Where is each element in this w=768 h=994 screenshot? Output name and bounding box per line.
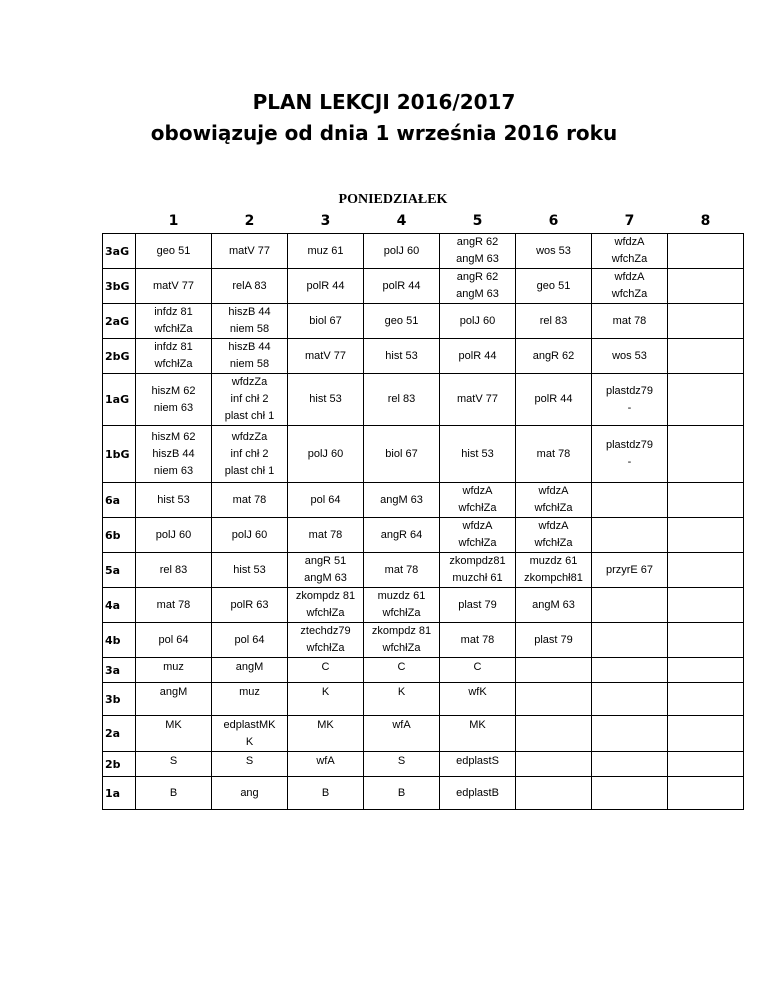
lesson-cell: muz [212,683,288,716]
period-header-row [103,209,744,234]
lesson-cell: hist 53 [212,553,288,588]
lesson-cell: mat 78 [516,426,592,483]
lesson-cell: pol 64 [212,623,288,658]
lesson-cell [592,588,668,623]
lesson-cell [668,623,744,658]
lesson-cell: rel 83 [136,553,212,588]
lesson-cell: S [364,752,440,777]
timetable-row [103,269,744,304]
lesson-cell: mat 78 [440,623,516,658]
lesson-cell: polR 44 [516,374,592,426]
lesson-cell: wos 53 [592,339,668,374]
period-header: 7 [624,213,635,229]
class-label: 6a [103,483,136,518]
lesson-cell: angM 63 [516,588,592,623]
corner-cell [103,209,136,234]
lesson-cell [668,374,744,426]
timetable-row [103,374,744,426]
class-label: 1bG [103,426,136,483]
lesson-cell: edplastMK K [212,716,288,752]
lesson-cell [592,752,668,777]
period-header: 5 [472,213,483,229]
lesson-cell [668,777,744,810]
lesson-cell: polJ 60 [440,304,516,339]
lesson-cell: polJ 60 [212,518,288,553]
lesson-cell: wfA [288,752,364,777]
lesson-cell [592,658,668,683]
lesson-cell: rel 83 [364,374,440,426]
lesson-cell: ztechdz79 wfchłZa [288,623,364,658]
lesson-cell: B [136,777,212,810]
class-label: 1aG [103,374,136,426]
lesson-cell: angR 51 angM 63 [288,553,364,588]
lesson-cell: hiszM 62 hiszB 44 niem 63 [136,426,212,483]
lesson-cell [592,777,668,810]
lesson-cell: polR 44 [440,339,516,374]
page-subtitle: obowiązuje od dnia 1 września 2016 roku [150,121,618,145]
lesson-cell: mat 78 [288,518,364,553]
lesson-cell: polR 44 [364,269,440,304]
class-label: 3aG [103,234,136,269]
lesson-cell: pol 64 [288,483,364,518]
timetable-row [103,518,744,553]
lesson-cell: hist 53 [288,374,364,426]
lesson-cell: ang [212,777,288,810]
timetable-row [103,426,744,483]
class-label: 3b [103,683,136,716]
lesson-cell: hiszM 62 niem 63 [136,374,212,426]
lesson-cell [668,269,744,304]
timetable-row [103,483,744,518]
class-label: 2b [103,752,136,777]
lesson-cell: matV 77 [212,234,288,269]
lesson-cell [668,658,744,683]
lesson-cell [592,683,668,716]
lesson-cell [516,777,592,810]
lesson-cell: pol 64 [136,623,212,658]
timetable [102,209,768,810]
lesson-cell [668,716,744,752]
lesson-cell: muzdz 61 wfchłZa [364,588,440,623]
class-label: 2a [103,716,136,752]
lesson-cell: wfdzA wfchłZa [440,518,516,553]
lesson-cell: angR 62 angM 63 [440,269,516,304]
lesson-cell: infdz 81 wfchłZa [136,339,212,374]
lesson-cell [668,304,744,339]
lesson-cell: geo 51 [136,234,212,269]
timetable-row [103,623,744,658]
timetable-row [103,304,744,339]
lesson-cell: matV 77 [136,269,212,304]
period-header: 3 [320,213,331,229]
lesson-cell: rel 83 [516,304,592,339]
lesson-cell: angR 64 [364,518,440,553]
lesson-cell: polJ 60 [136,518,212,553]
class-label: 2aG [103,304,136,339]
lesson-cell [592,716,668,752]
lesson-cell [516,752,592,777]
lesson-cell: MK [288,716,364,752]
lesson-cell [668,234,744,269]
lesson-cell [668,426,744,483]
timetable-row [103,658,744,683]
lesson-cell: edplastB [440,777,516,810]
lesson-cell: plastdz79 - [592,374,668,426]
lesson-cell: matV 77 [440,374,516,426]
lesson-cell: wfK [440,683,516,716]
period-header: 6 [548,213,559,229]
lesson-cell: zkompdz81 muzchł 61 [440,553,516,588]
lesson-cell: angM [212,658,288,683]
lesson-cell: mat 78 [136,588,212,623]
lesson-cell: matV 77 [288,339,364,374]
lesson-cell: edplastS [440,752,516,777]
lesson-cell: biol 67 [288,304,364,339]
lesson-cell: C [364,658,440,683]
lesson-cell: polJ 60 [288,426,364,483]
lesson-cell: C [288,658,364,683]
lesson-cell: plast 79 [516,623,592,658]
period-header: 8 [700,213,711,229]
lesson-cell: wfA [364,716,440,752]
lesson-cell [668,588,744,623]
lesson-cell: S [212,752,288,777]
timetable-row [103,683,744,716]
lesson-cell: wos 53 [516,234,592,269]
period-header: 1 [168,213,179,229]
lesson-cell [668,553,744,588]
lesson-cell: polJ 60 [364,234,440,269]
class-label: 6b [103,518,136,553]
class-label: 3bG [103,269,136,304]
class-label: 1a [103,777,136,810]
lesson-cell: wfdzZa inf chł 2 plast chł 1 [212,426,288,483]
period-header: 2 [244,213,255,229]
lesson-cell: hiszB 44 niem 58 [212,339,288,374]
lesson-cell: wfdzA wfchZa [592,234,668,269]
lesson-cell: zkompdz 81 wfchłZa [288,588,364,623]
lesson-cell: muzdz 61 zkompchł81 [516,553,592,588]
lesson-cell: K [288,683,364,716]
day-heading: PONIEDZIAŁEK [338,192,448,207]
lesson-cell: MK [440,716,516,752]
lesson-cell: geo 51 [516,269,592,304]
lesson-cell: MK [136,716,212,752]
lesson-cell: relA 83 [212,269,288,304]
timetable-row [103,752,744,777]
lesson-cell: przyrE 67 [592,553,668,588]
lesson-cell [668,483,744,518]
lesson-cell [592,518,668,553]
lesson-cell: wfdzZa inf chł 2 plast chł 1 [212,374,288,426]
lesson-cell: wfdzA wfchZa [592,269,668,304]
lesson-cell: angR 62 [516,339,592,374]
lesson-cell: polR 44 [288,269,364,304]
lesson-cell: wfdzA wfchłZa [516,483,592,518]
lesson-cell [668,339,744,374]
lesson-cell: muz 61 [288,234,364,269]
lesson-cell: K [364,683,440,716]
timetable-row [103,234,744,269]
lesson-cell: mat 78 [592,304,668,339]
lesson-cell: zkompdz 81 wfchłZa [364,623,440,658]
lesson-cell [516,716,592,752]
lesson-cell: hist 53 [136,483,212,518]
lesson-cell: wfdzA wfchłZa [516,518,592,553]
lesson-cell: mat 78 [364,553,440,588]
class-label: 5a [103,553,136,588]
timetable-row [103,716,744,752]
lesson-cell: polR 63 [212,588,288,623]
lesson-cell: hist 53 [440,426,516,483]
lesson-cell: hist 53 [364,339,440,374]
lesson-cell: infdz 81 wfchłZa [136,304,212,339]
lesson-cell: hiszB 44 niem 58 [212,304,288,339]
lesson-cell [592,623,668,658]
lesson-cell: geo 51 [364,304,440,339]
lesson-cell [516,683,592,716]
lesson-cell: wfdzA wfchłZa [440,483,516,518]
lesson-cell [668,683,744,716]
timetable-row [103,553,744,588]
timetable-row [103,588,744,623]
lesson-cell: S [136,752,212,777]
lesson-cell: B [288,777,364,810]
lesson-cell: plastdz79 - [592,426,668,483]
timetable-table [102,209,744,810]
lesson-cell: B [364,777,440,810]
lesson-cell [516,658,592,683]
lesson-cell: angM 63 [364,483,440,518]
lesson-cell: muz [136,658,212,683]
page-title: PLAN LEKCJI 2016/2017 [252,90,516,114]
lesson-cell [592,483,668,518]
timetable-row [103,777,744,810]
lesson-cell: mat 78 [212,483,288,518]
lesson-cell: plast 79 [440,588,516,623]
lesson-cell: angR 62 angM 63 [440,234,516,269]
timetable-row [103,339,744,374]
class-label: 2bG [103,339,136,374]
class-label: 4b [103,623,136,658]
class-label: 3a [103,658,136,683]
lesson-cell: C [440,658,516,683]
period-header: 4 [396,213,407,229]
lesson-cell: biol 67 [364,426,440,483]
lesson-cell [668,518,744,553]
lesson-cell: angM [136,683,212,716]
class-label: 4a [103,588,136,623]
lesson-cell [668,752,744,777]
